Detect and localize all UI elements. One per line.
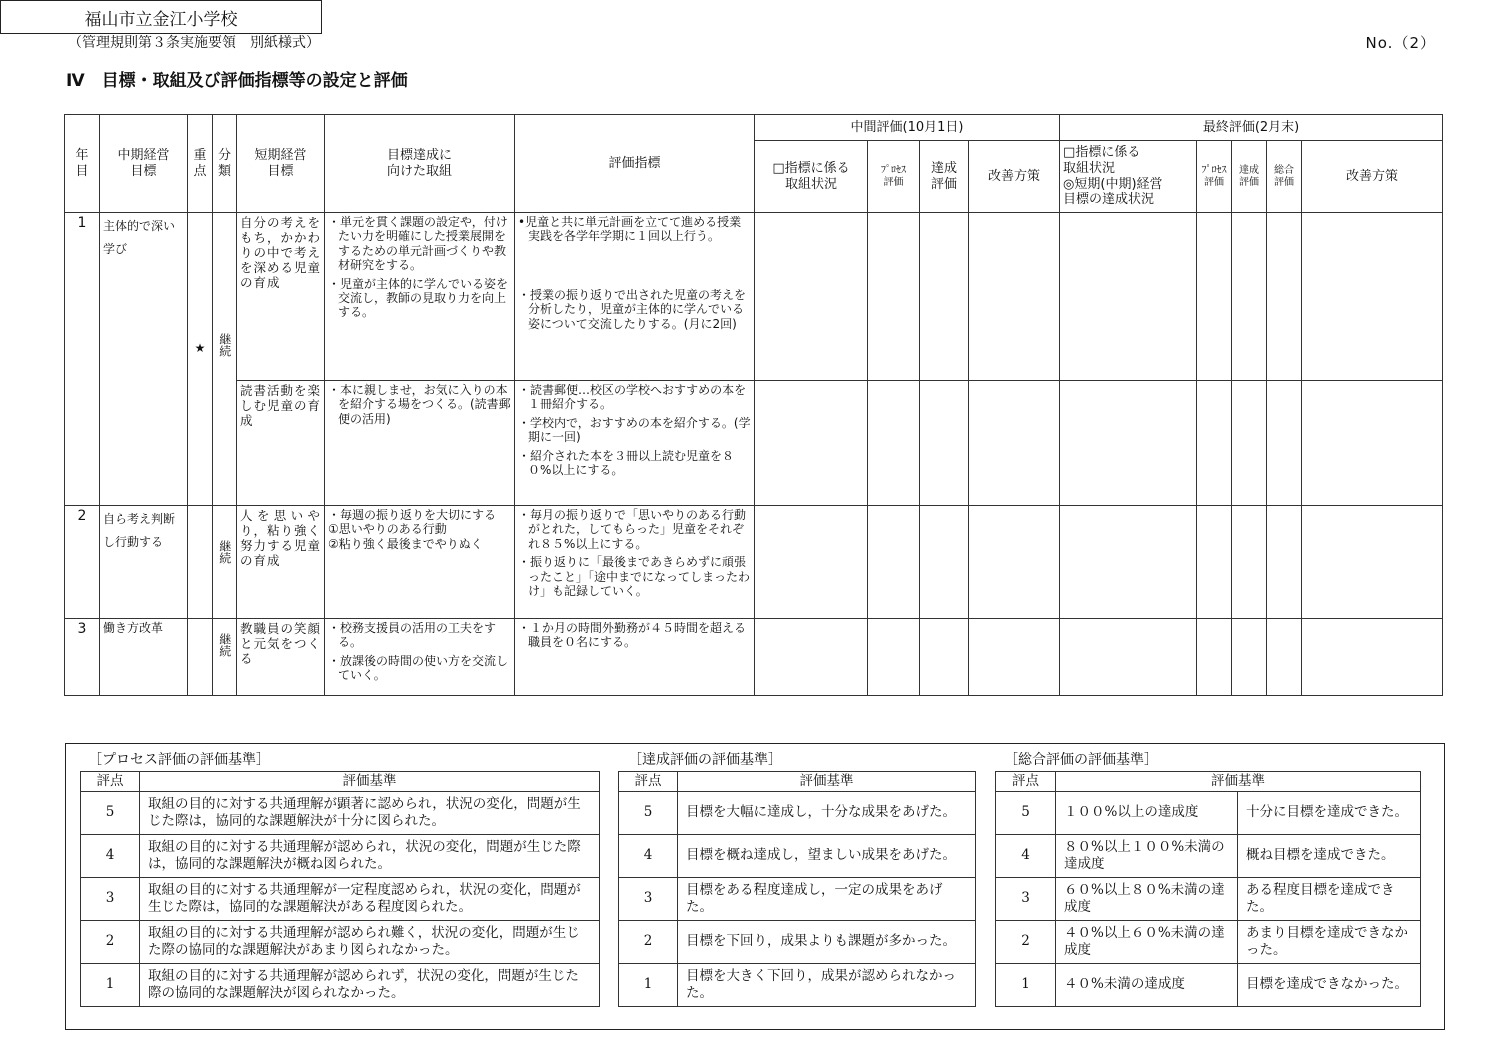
- eval-cell[interactable]: [1197, 381, 1232, 506]
- score: 5: [996, 791, 1056, 834]
- overall-criteria-table: [995, 771, 1421, 1007]
- header-interim-group: 中間評価(10月1日): [755, 115, 1060, 141]
- eval-cell[interactable]: [969, 381, 1060, 506]
- indicator-item: ・１か月の時間外勤務が４５時間を超える職員を０名にする。: [518, 621, 747, 650]
- header-category: 分 類: [213, 115, 237, 213]
- header-mid-goal: 中期経営 目標: [100, 115, 188, 213]
- process-criteria-title: ［プロセス評価の評価基準］: [88, 752, 270, 768]
- table-row: [81, 963, 600, 1006]
- indicators-cell: [515, 213, 755, 381]
- indicator-item: ・毎月の振り返りで「思いやりのある行動がとれた，してもらった」児童をそれぞれ８５%以上にする。: [518, 508, 747, 551]
- actions-cell: [325, 381, 515, 506]
- table-row: [65, 381, 1443, 506]
- table-row: [996, 834, 1421, 877]
- indicator-item: ・紹介された本を３冊以上読む児童を８０%以上にする。: [518, 448, 735, 477]
- score: 2: [619, 920, 678, 963]
- achievement-range: １００%以上の達成度: [1056, 791, 1238, 834]
- criteria-text: 目標を概ね達成し，望ましい成果をあげた。: [678, 834, 976, 877]
- actions-cell: [325, 213, 515, 381]
- table-row: [81, 791, 600, 834]
- achievement-range: ４０%以上６０%未満の達成度: [1056, 920, 1238, 963]
- mid-goal-cell: 働き方改革: [100, 619, 188, 696]
- header-achievement: 達成 評価: [920, 141, 969, 213]
- criteria-text: ある程度目標を達成できた。: [1238, 877, 1421, 920]
- eval-cell[interactable]: [1232, 213, 1267, 381]
- category-cell: 継続: [213, 619, 237, 696]
- indicators-cell: [515, 619, 755, 696]
- table-row: [81, 920, 600, 963]
- score: 4: [81, 834, 140, 877]
- table-row: [619, 791, 976, 834]
- row-number: 3: [65, 619, 100, 696]
- eval-cell[interactable]: [1267, 213, 1302, 381]
- criteria-text: 取組の目的に対する共通理解が認められ，状況の変化，問題が生じた際は，協同的な課題解決が概ね図られた。: [140, 834, 600, 877]
- achievement-range: ８０%以上１００%未満の達成度: [1056, 834, 1238, 877]
- header-process: ﾌﾟﾛｾｽ 評価: [868, 141, 920, 213]
- priority-cell: [188, 506, 213, 619]
- indicator-item: ・振り返りに「最後まであきらめずに頑張ったこと」「途中までになってしまったわけ」も記録していく。: [518, 555, 751, 598]
- indicators-cell: [515, 381, 755, 506]
- header-final-achievement: 達成 評価: [1232, 141, 1267, 213]
- score: 1: [81, 963, 140, 1006]
- mid-goal-cell: 自ら考え判断し行動する: [100, 506, 188, 619]
- short-goal-cell: 人を思いやり，粘り強く努力する児童の育成: [237, 506, 325, 619]
- indicator-item: •児童と共に単元計画を立てて進める授業実践を各学年学期に１回以上行う。: [518, 215, 742, 244]
- eval-cell[interactable]: [920, 381, 969, 506]
- action-item: ・単元を貫く課題の設定や，付けたい力を明確にした授業展開をするための単元計画づくりや教材研究をする。: [328, 215, 508, 273]
- col-score: 評点: [81, 772, 140, 792]
- criteria-text: あまり目標を達成できなかった。: [1238, 920, 1421, 963]
- score: 2: [996, 920, 1056, 963]
- criteria-text: 目標をある程度達成し，一定の成果をあげた。: [678, 877, 976, 920]
- score: 4: [996, 834, 1056, 877]
- score: 3: [996, 877, 1056, 920]
- eval-cell[interactable]: [1302, 506, 1443, 619]
- priority-star: ★: [188, 213, 213, 506]
- eval-cell[interactable]: [1197, 619, 1232, 696]
- table-row: [81, 877, 600, 920]
- criteria-text: 十分に目標を達成できた。: [1238, 791, 1421, 834]
- eval-cell[interactable]: [755, 506, 868, 619]
- action-item: ①思いやりのある行動: [328, 522, 447, 537]
- score: 3: [619, 877, 678, 920]
- eval-cell[interactable]: [920, 213, 969, 381]
- eval-cell[interactable]: [969, 619, 1060, 696]
- school-name-box: [0, 0, 322, 34]
- eval-cell[interactable]: [920, 506, 969, 619]
- category-cell: 継続: [213, 506, 237, 619]
- actions-cell: [325, 506, 515, 619]
- eval-cell[interactable]: [1197, 506, 1232, 619]
- header-final-improvement: 改善方策: [1302, 141, 1443, 213]
- short-goal-cell: 自分の考えをもち，かかわりの中で考えを深める児童の育成: [237, 213, 325, 381]
- priority-cell: [188, 619, 213, 696]
- eval-cell[interactable]: [1232, 506, 1267, 619]
- header-actions: 目標達成に 向けた取組: [325, 115, 515, 213]
- table-row: [619, 834, 976, 877]
- action-item: ・校務支援員の活用の工夫をする。: [328, 621, 497, 650]
- eval-cell[interactable]: [1060, 213, 1197, 381]
- score: 4: [619, 834, 678, 877]
- score: 3: [81, 877, 140, 920]
- eval-cell[interactable]: [1060, 619, 1197, 696]
- process-criteria-table: [80, 771, 600, 1007]
- achievement-range: ４０%未満の達成度: [1056, 963, 1238, 1006]
- criteria-text: 目標を達成できなかった。: [1238, 963, 1421, 1006]
- eval-cell[interactable]: [755, 381, 868, 506]
- criteria-text: 取組の目的に対する共通理解が認められ難く，状況の変化，問題が生じた際の協同的な課題解決があまり図られなかった。: [140, 920, 600, 963]
- score: 5: [81, 791, 140, 834]
- score: 2: [81, 920, 140, 963]
- criteria-text: 概ね目標を達成できた。: [1238, 834, 1421, 877]
- header-indicators: 評価指標: [515, 115, 755, 213]
- criteria-text: 取組の目的に対する共通理解が認められず，状況の変化，問題が生じた際の協同的な課題解決が図られなかった。: [140, 963, 600, 1006]
- indicator-item: ・学校内で，おすすめの本を紹介する。(学期に一回): [518, 415, 751, 445]
- criteria-text: 目標を大幅に達成し，十分な成果をあげた。: [678, 791, 976, 834]
- header-final-overall: 総合 評価: [1267, 141, 1302, 213]
- table-row: [619, 963, 976, 1006]
- eval-cell[interactable]: [868, 381, 920, 506]
- table-row: [619, 920, 976, 963]
- table-row: [65, 213, 1443, 381]
- table-row: [65, 506, 1443, 619]
- action-item: ・毎週の振り返りを大切にする: [328, 508, 497, 522]
- header-improvement: 改善方策: [969, 141, 1060, 213]
- score: 1: [996, 963, 1056, 1006]
- criteria-text: 目標を大きく下回り，成果が認められなかった。: [678, 963, 976, 1006]
- eval-cell[interactable]: [868, 619, 920, 696]
- page-number: No.（2）: [1365, 34, 1436, 52]
- table-row: [996, 877, 1421, 920]
- indicators-cell: [515, 506, 755, 619]
- score: 5: [619, 791, 678, 834]
- eval-cell[interactable]: [1232, 381, 1267, 506]
- criteria-section: [65, 743, 1445, 1030]
- eval-cell[interactable]: [920, 619, 969, 696]
- indicator-item: ・授業の振り返りで出された児童の考えを分析したり，児童が主体的に学んでいる姿について交流したりする。(月に2回): [518, 287, 747, 331]
- actions-cell: [325, 619, 515, 696]
- col-criteria: 評価基準: [140, 772, 600, 792]
- eval-cell[interactable]: [868, 506, 920, 619]
- eval-cell[interactable]: [969, 213, 1060, 381]
- criteria-text: 取組の目的に対する共通理解が顕著に認められ，状況の変化，問題が生じた際は，協同的な課題解決が十分に図られた。: [140, 791, 600, 834]
- table-row: [619, 877, 976, 920]
- eval-cell[interactable]: [1267, 506, 1302, 619]
- header-year: 年 目: [65, 115, 100, 213]
- col-criteria: 評価基準: [678, 772, 976, 792]
- eval-cell[interactable]: [1197, 213, 1232, 381]
- col-score: 評点: [996, 772, 1056, 792]
- form-reference-note: （管理規則第３条実施要領 別紙様式）: [68, 35, 320, 51]
- category-cell: 継続: [213, 213, 237, 506]
- achievement-criteria-table: [618, 771, 976, 1007]
- eval-cell[interactable]: [1060, 381, 1197, 506]
- page-title: Ⅳ 目標・取組及び評価指標等の設定と評価: [66, 71, 408, 91]
- action-item: ・児童が主体的に学んでいる姿を交流し，教師の見取り力を向上する。: [328, 276, 509, 320]
- indicator-item: ・読書郵便…校区の学校へおすすめの本を１冊紹介する。: [518, 383, 747, 412]
- eval-cell[interactable]: [1302, 619, 1443, 696]
- col-criteria: 評価基準: [1056, 772, 1421, 792]
- table-row: [996, 963, 1421, 1006]
- eval-cell[interactable]: [1267, 619, 1302, 696]
- row-number: 2: [65, 506, 100, 619]
- header-priority: 重 点: [188, 115, 213, 213]
- action-item: ②粘り強く最後までやりぬく: [328, 536, 483, 551]
- row-number: 1: [65, 213, 100, 506]
- overall-criteria-title: ［総合評価の評価基準］: [1004, 752, 1158, 768]
- school-name: 福山市立金江小学校: [84, 9, 238, 30]
- short-goal-cell: 読書活動を楽しむ児童の育成: [237, 381, 325, 506]
- eval-cell[interactable]: [755, 619, 868, 696]
- short-goal-cell: 教職員の笑顔と元気をつくる: [237, 619, 325, 696]
- criteria-text: 取組の目的に対する共通理解が一定程度認められ，状況の変化，問題が生じた際は，協同的な課題解決がある程度図られた。: [140, 877, 600, 920]
- achievement-criteria-title: ［達成評価の評価基準］: [628, 752, 782, 768]
- eval-cell[interactable]: [1302, 213, 1443, 381]
- eval-cell[interactable]: [1060, 506, 1197, 619]
- score: 1: [619, 963, 678, 1006]
- col-score: 評点: [619, 772, 678, 792]
- header-short-goal: 短期経営 目標: [237, 115, 325, 213]
- header-final-status: □指標に係る 取組状況 ◎短期(中期)経営 目標の達成状況: [1060, 141, 1197, 213]
- table-row: [81, 834, 600, 877]
- table-row: [65, 619, 1443, 696]
- eval-cell[interactable]: [1267, 381, 1302, 506]
- criteria-text: 目標を下回り，成果よりも課題が多かった。: [678, 920, 976, 963]
- header-final-process: ﾌﾟﾛｾｽ 評価: [1197, 141, 1232, 213]
- header-final-group: 最終評価(2月末): [1060, 115, 1443, 141]
- achievement-range: ６０%以上８０%未満の達成度: [1056, 877, 1238, 920]
- table-row: [996, 791, 1421, 834]
- goals-evaluation-table: [64, 114, 1443, 696]
- eval-cell[interactable]: [1302, 381, 1443, 506]
- mid-goal-cell: 主体的で深い学び: [100, 213, 188, 506]
- action-item: ・本に親しませ，お気に入りの本を紹介する場をつくる。(読書郵便の活用): [328, 383, 511, 426]
- eval-cell[interactable]: [868, 213, 920, 381]
- eval-cell[interactable]: [969, 506, 1060, 619]
- header-interim-status: □指標に係る 取組状況: [755, 141, 868, 213]
- eval-cell[interactable]: [755, 213, 868, 381]
- action-item: ・放課後の時間の使い方を交流していく。: [328, 653, 509, 683]
- eval-cell[interactable]: [1232, 619, 1267, 696]
- table-row: [996, 920, 1421, 963]
